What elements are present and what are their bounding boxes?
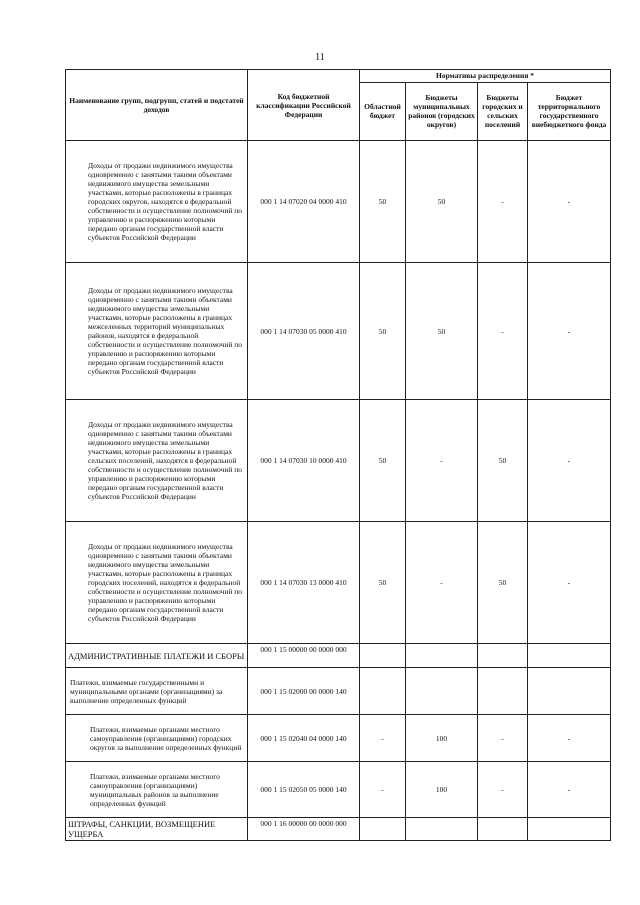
row-regional: 50 xyxy=(360,141,406,263)
row-settlements: - xyxy=(478,263,528,400)
row-regional: - xyxy=(360,762,406,818)
row-municipal: 50 xyxy=(406,263,478,400)
row-fund: - xyxy=(528,762,611,818)
table-row xyxy=(66,141,611,263)
table-row xyxy=(66,668,611,715)
header-regional: Областной бюджет xyxy=(360,82,406,140)
row-regional: - xyxy=(360,715,406,762)
row-settlements: 50 xyxy=(478,522,528,644)
row-regional xyxy=(360,644,406,668)
row-regional: 50 xyxy=(360,263,406,400)
header-distribution-group: Нормативы распределения * xyxy=(360,70,611,83)
row-name: Доходы от продажи недвижимого имущества одновременно с занятыми такими объектами недвижимого имущества земельными участками, которые расположены в границах сельских поселений, находятся в федеральной собственности и осуществление полномочий по управлению и распоряжению которыми передано органам государственной власти субъектов Российской Федерации xyxy=(66,400,248,522)
table-row xyxy=(66,400,611,522)
row-code: 000 1 15 00000 00 0000 000 xyxy=(248,644,360,668)
row-name: Доходы от продажи недвижимого имущества одновременно с занятыми такими объектами недвижимого имущества земельными участками, которые расположены в границах межселенных территорий муниципальных районов, находятся в федеральной собственности и осуществление полномочий по управлению и распоряжению которыми передано органам государственной власти субъектов Российской Федерации xyxy=(66,263,248,400)
row-code: 000 1 14 07030 10 0000 410 xyxy=(248,400,360,522)
row-regional: 50 xyxy=(360,522,406,644)
row-name: Доходы от продажи недвижимого имущества одновременно с занятыми такими объектами недвижимого имущества земельными участками, которые расположены в границах городских поселений, находятся в федеральной собственности и осуществление полномочий по управлению и распоряжению которыми передано органам государственной власти субъектов Российской Федерации xyxy=(66,522,248,644)
table-row xyxy=(66,762,611,818)
row-municipal: 100 xyxy=(406,762,478,818)
row-settlements: - xyxy=(478,141,528,263)
revenue-distribution-table xyxy=(65,69,611,841)
row-name: Доходы от продажи недвижимого имущества одновременно с занятыми такими объектами недвижимого имущества земельными участками, которые расположены в границах городских округов, находятся в федеральной собственности и осуществление полномочий по управлению и распоряжению которыми передано органам государственной власти субъектов Российской Федерации xyxy=(66,141,248,263)
table-row xyxy=(66,263,611,400)
row-settlements: - xyxy=(478,715,528,762)
row-fund xyxy=(528,818,611,841)
row-municipal: 50 xyxy=(406,141,478,263)
header-fund: Бюджет территориального государственного внебюджетного фонда xyxy=(528,82,611,140)
row-municipal xyxy=(406,818,478,841)
row-settlements xyxy=(478,644,528,668)
header-name: Наименование групп, подгрупп, статей и подстатей доходов xyxy=(66,70,248,141)
row-municipal xyxy=(406,668,478,715)
row-name: Платежи, взимаемые органами местного самоуправления (организациями) муниципальных районов за выполнение определенных функций xyxy=(66,762,248,818)
row-code: 000 1 14 07030 13 0000 410 xyxy=(248,522,360,644)
row-regional xyxy=(360,668,406,715)
header-settlements: Бюджеты городских и сельских поселений xyxy=(478,82,528,140)
row-fund xyxy=(528,668,611,715)
row-municipal: - xyxy=(406,522,478,644)
row-municipal: - xyxy=(406,400,478,522)
row-code: 000 1 15 02000 00 0000 140 xyxy=(248,668,360,715)
row-fund: - xyxy=(528,400,611,522)
row-settlements xyxy=(478,668,528,715)
row-fund: - xyxy=(528,715,611,762)
row-fund: - xyxy=(528,522,611,644)
row-code: 000 1 14 07020 04 0000 410 xyxy=(248,141,360,263)
row-name: Платежи, взимаемые органами местного самоуправления (организациями) городских округов за выполнение определенных функций xyxy=(66,715,248,762)
table-row xyxy=(66,522,611,644)
row-name: АДМИНИСТРАТИВНЫЕ ПЛАТЕЖИ И СБОРЫ xyxy=(66,644,248,668)
row-settlements: - xyxy=(478,762,528,818)
row-code: 000 1 16 00000 00 0000 000 xyxy=(248,818,360,841)
row-code: 000 1 15 02040 04 0000 140 xyxy=(248,715,360,762)
row-fund: - xyxy=(528,141,611,263)
table-row xyxy=(66,715,611,762)
row-code: 000 1 14 07030 05 0000 410 xyxy=(248,263,360,400)
row-regional xyxy=(360,818,406,841)
row-fund: - xyxy=(528,263,611,400)
row-name: ШТРАФЫ, САНКЦИИ, ВОЗМЕЩЕНИЕ УЩЕРБА xyxy=(66,818,248,841)
row-municipal: 100 xyxy=(406,715,478,762)
row-settlements: 50 xyxy=(478,400,528,522)
page-number: 11 xyxy=(315,52,325,63)
table-row-section xyxy=(66,818,611,841)
row-code: 000 1 15 02050 05 0000 140 xyxy=(248,762,360,818)
header-municipal: Бюджеты муниципальных районов (городских округов) xyxy=(406,82,478,140)
row-regional: 50 xyxy=(360,400,406,522)
row-settlements xyxy=(478,818,528,841)
row-fund xyxy=(528,644,611,668)
row-name: Платежи, взимаемые государственными и муниципальными органами (организациями) за выполнение определенных функций xyxy=(66,668,248,715)
row-municipal xyxy=(406,644,478,668)
table-row-section xyxy=(66,644,611,668)
header-code: Код бюджетной классификации Российской Федерации xyxy=(248,70,360,141)
